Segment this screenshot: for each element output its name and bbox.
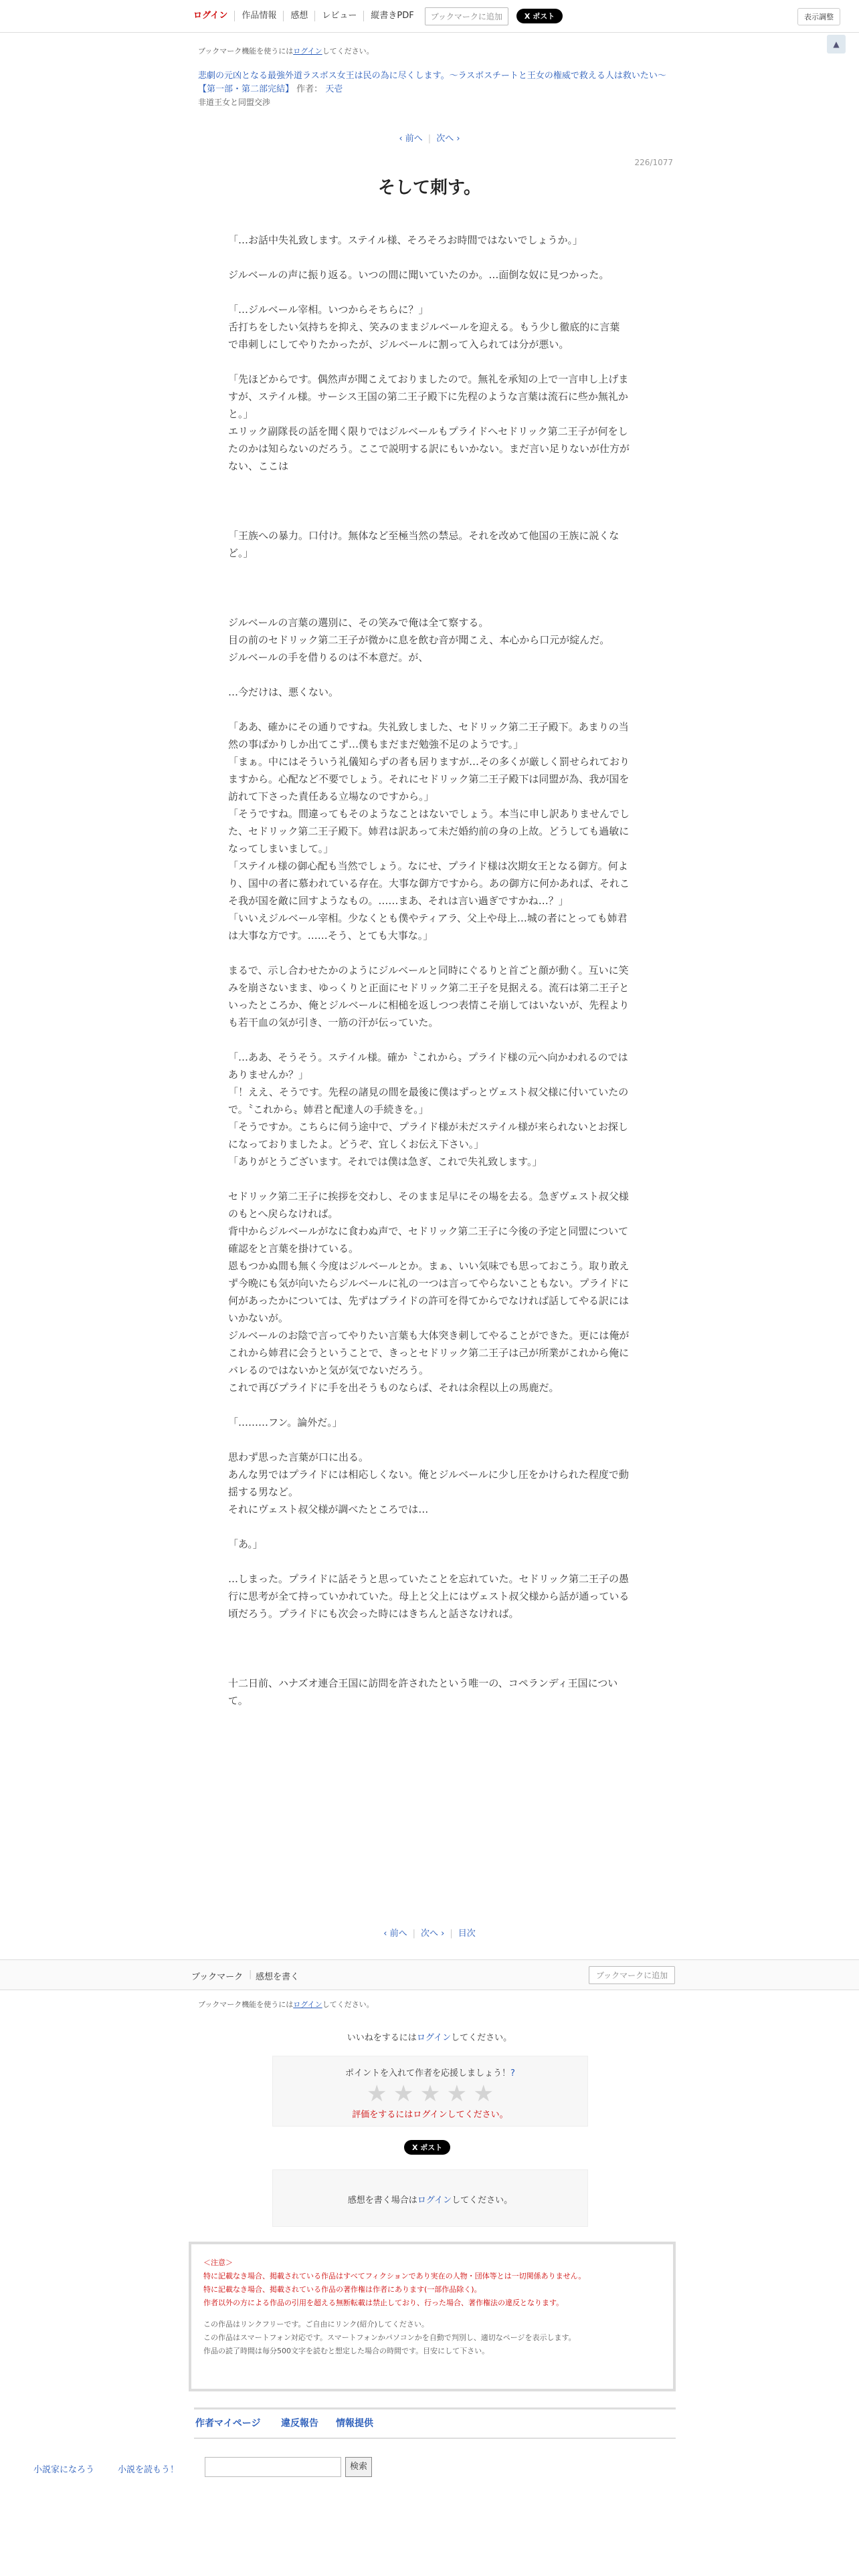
next-link[interactable]: 次へ › <box>436 134 460 144</box>
login-link[interactable]: ログイン <box>413 2110 448 2120</box>
review-login-note: 感想を書く場合はログインしてください。 <box>347 2195 513 2206</box>
login-link[interactable]: ログイン <box>187 11 235 21</box>
body-line: …今だけは、悪くない。 <box>228 686 339 698</box>
body-line: 「あ。」 <box>228 1538 263 1550</box>
notice-title: ＜注意＞ <box>203 2258 233 2267</box>
bottom-nav-bar: ブックマーク | 感想を書く ブックマークに追加 <box>0 1959 859 1990</box>
body-line: 思わず思った言葉が口に出る。 <box>228 1451 369 1463</box>
chapter-subtitle: そして刺す。 <box>378 178 481 198</box>
top-bar <box>0 0 859 33</box>
body-line <box>228 579 630 597</box>
review-box <box>272 2169 588 2227</box>
star-rating <box>367 2080 494 2107</box>
body-line: 舌打ちをしたい気持ちを抑え、笑みのままジルベールを迎える。もう少し徹底的に言葉で串刺しにしてやりたかったが、ジルベールに割って入られては分が悪い。 <box>228 321 620 350</box>
footer-links <box>194 2407 676 2431</box>
author-mypage-link[interactable]: 作者マイページ <box>195 2418 261 2429</box>
notice-box <box>189 2242 676 2391</box>
top-nav <box>187 7 563 25</box>
help-icon[interactable]: ? <box>510 2068 515 2078</box>
next-link[interactable]: 次へ › <box>420 1929 445 1939</box>
body-line <box>228 701 630 718</box>
body-line: 恩もつかぬ間も無く今度はジルベールとか。まぁ、いい気味でも思っておこう。取り敢えず今晩にも気が向いたらジルベールに礼の一つは言ってやらないこともない。プライドに何があったかについては、先ずはプライドの許可を得てからでなければ話してやる訳にはいかないが。 <box>228 1260 630 1324</box>
login-link[interactable]: ログイン <box>416 2033 452 2043</box>
series-header <box>198 70 666 96</box>
body-line: 「！ええ、そうです。先程の諸見の間を最後に僕はずっとヴェスト叔父様に付いていたので。〝これから〟姉君と配達人の手続きを。」 <box>228 1086 629 1115</box>
body-line <box>228 1170 630 1188</box>
body-line: ジルベールの言葉の選別に、その笑みで俺は全て察する。 <box>228 617 489 629</box>
body-line: 「そうですね。間違ってもそのようなことはないでしょう。本当に申し訳ありませんでした、セドリック第二王子殿下。姉君は訳あって未だ婚約前の身の上故。どうしても過敏になってしまいまして。」 <box>228 808 630 855</box>
body-line <box>228 597 630 614</box>
body-line <box>228 492 630 510</box>
body-line <box>228 353 630 370</box>
body-line <box>228 475 630 492</box>
body-line: これで再びプライドに手を出そうものならば、それは余程以上の馬鹿だ。 <box>228 1382 559 1394</box>
info-provide-link[interactable]: 情報提供 <box>336 2418 373 2429</box>
bookmark-login-note: ブックマーク機能を使うにはログインしてください。 <box>198 2000 374 2009</box>
prev-link[interactable]: ‹ 前へ <box>383 1929 407 1939</box>
search-input[interactable] <box>205 2457 341 2477</box>
scroll-top-icon[interactable]: ▲ <box>827 35 846 53</box>
body-line: エリック副隊長の話を聞く限りではジルベールもプライドへセドリック第二王子が何をしたのかは知らないのだろう。ここで説明する訳にもいかない。まだ言い足りないが仕方がない、ここは <box>228 425 630 472</box>
body-line <box>228 1031 630 1049</box>
body-line <box>228 944 630 962</box>
body-line: 「ありがとうございます。それでは僕は急ぎ、これで失礼致します。」 <box>228 1156 543 1168</box>
yomou-link[interactable]: 小説を読もう！ <box>118 2465 179 2475</box>
rating-login-note: 評価をするにはログインしてください。 <box>352 2110 508 2120</box>
notice-line: 作品の読了時間は毎分500文字を読むと想定した場合の時間です。目安にして下さい。 <box>203 2347 490 2355</box>
display-settings-button[interactable]: 表示調整 <box>797 8 840 25</box>
body-line <box>228 284 630 301</box>
notice-line: 特に記載なき場合、掲載されている作品はすべてフィクションであり実在の人物・団体等とは一切関係ありません。 <box>203 2272 586 2280</box>
body-line: 「…お話中失礼致します。ステイル様、そろそろお時間ではないでしょうか。」 <box>228 234 583 246</box>
body-line: ジルベールのお陰で言ってやりたい言葉も大体突き刺してやることができた。更には俺がこれから姉君に会うということで、きっとセドリック第二王子は己が所業がこれから俺にバレるのではないかと気が気でないだろう。 <box>228 1329 630 1376</box>
author-link[interactable]: 天壱 <box>325 84 343 94</box>
star-icon[interactable]: ★ <box>419 2080 441 2107</box>
body-line <box>228 510 630 527</box>
bookmark-login-note: ブックマーク機能を使うにはログインしてください。 <box>198 47 374 56</box>
body-line <box>228 1396 630 1414</box>
review-link[interactable]: レビュー <box>315 11 364 21</box>
star-icon[interactable]: ★ <box>473 2080 494 2107</box>
body-line: 「………フン。論外だ。」 <box>228 1416 343 1428</box>
body-line <box>228 1518 630 1535</box>
body-line <box>228 1553 630 1570</box>
body-line: 「…ああ、そうそう。ステイル様。確か〝これから〟プライド様の元へ向かわれるのではありませんか？」 <box>228 1051 628 1081</box>
body-line <box>228 1657 630 1675</box>
violation-report-link[interactable]: 違反報告 <box>281 2418 318 2429</box>
add-bookmark-button[interactable]: ブックマークに追加 <box>425 7 508 25</box>
body-line: 「まぁ。中にはそういう礼儀知らずの者も居りますが…その多くが厳しく罰せられておりますから。心配など不要でしょう。それにセドリック第二王子殿下は同盟が為、我が国を訪れて下さった責任ある立場なのですから。」 <box>228 756 630 802</box>
point-title: ポイントを入れて作者を応援しましょう！? <box>345 2068 515 2078</box>
body-line <box>228 666 630 683</box>
body-line <box>228 1431 630 1448</box>
body-line: 「ステイル様の御心配も当然でしょう。なにせ、プライド様は次期女王となる御方。何より、国中の者に慕われている存在。大事な御方ですから。あの御方に何かあれば、それこそ我が国を敵に回すようなもの。……まあ、それは言い過ぎですかね…？」 <box>228 860 630 907</box>
body-line: 十二日前、ハナズオ連合王国に訪問を許されたという唯一の、コペランディ王国について。 <box>228 1677 618 1707</box>
body-line: 「先ほどからです。偶然声が聞こえておりましたので。無礼を承知の上で一言申し上げますが、ステイル様。サーシス王国の第二王子殿下に先程のような言葉は流石に些か無礼かと。」 <box>228 373 629 420</box>
x-post-button[interactable]: X ポスト <box>404 2140 450 2155</box>
notice-line: 特に記載なき場合、掲載されている作品の著作権は作者にあります(一部作品除く)。 <box>203 2285 482 2294</box>
body-line: ジルベールの手を借りるのは不本意だ。が、 <box>228 651 429 663</box>
body-line: 「いいえジルベール宰相。少なくとも僕やティアラ、父上や母上…城の者にとっても姉君は大事な方です。……そう、とても大事な。」 <box>228 912 628 942</box>
chapter-group-title: 非道王女と同盟交渉 <box>198 98 271 107</box>
index-link[interactable]: 目次 <box>458 1929 476 1939</box>
novel-body <box>228 231 630 1709</box>
body-line: あんな男ではプライドには相応しくない。俺とジルベールに少し圧をかけられた程度で動揺する男など。 <box>228 1469 629 1498</box>
body-line <box>228 249 630 266</box>
body-line <box>228 1622 630 1640</box>
pager-top: ‹ 前へ | 次へ › <box>399 134 460 144</box>
body-line <box>228 1640 630 1657</box>
prev-link[interactable]: ‹ 前へ <box>399 134 423 144</box>
body-line: セドリック第二王子に挨拶を交わし、そのまま足早にその場を去る。急ぎヴェスト叔父様のもとへ戻らなければ。 <box>228 1190 629 1220</box>
body-line <box>228 562 630 579</box>
notice-line: この作品はスマートフォン対応です。スマートフォンかパソコンかを自動で判別し、適切なページを表示します。 <box>203 2333 576 2342</box>
narou-link[interactable]: 小説家になろう <box>33 2465 95 2475</box>
notice-line: 作者以外の方による作品の引用を超える無断転載は禁止しており、行った場合、著作権法の違反となります。 <box>203 2298 564 2307</box>
star-icon[interactable]: ★ <box>446 2080 468 2107</box>
add-bookmark-button[interactable]: ブックマークに追加 <box>589 1966 675 1984</box>
body-line: まるで、示し合わせたかのようにジルベールと同時にぐるりと首ごと顔が動く。互いに笑みを崩さないまま、ゆっくりと正面にセドリック第二王子を見据える。流石は第二王子といったところか、俺とジルベールに相槌を返しつつ表情こそ崩してはいないが、先程よりも若干血の気が引き、一筋の汗が伝っていた。 <box>228 964 630 1029</box>
body-line: それにヴェスト叔父様が調べたところでは… <box>228 1503 429 1515</box>
bookmark-link[interactable]: ブックマーク <box>191 1972 244 1982</box>
body-line: 「ああ、確かにその通りですね。失礼致しました、セドリック第二王子殿下。あまりの当然の事ばかりしか出てこず…僕もまだまだ勉強不足のようです。」 <box>228 721 629 750</box>
pager-bottom: ‹ 前へ | 次へ › | 目次 <box>383 1929 476 1939</box>
point-rating-box <box>272 2056 588 2127</box>
body-line: 目の前のセドリック第二王子が微かに息を飲む音が聞こえ、本心から口元が綻んだ。 <box>228 634 610 646</box>
x-post-button[interactable]: X ポスト <box>516 9 563 23</box>
body-line: 「そうですか。こちらに伺う途中で、プライド様が未だステイル様が来られないとお探しになっておりましたよ。どうぞ、宜しくお伝え下さい。」 <box>228 1121 628 1150</box>
login-link[interactable]: ログイン <box>417 2195 452 2206</box>
work-info-link[interactable]: 作品情報 <box>235 11 284 21</box>
site-footer <box>0 2453 859 2493</box>
author-label: 作者： <box>296 84 323 94</box>
login-link[interactable]: ログイン <box>293 47 322 56</box>
body-line: …しまった。プライドに話そうと思っていたことを忘れていた。セドリック第二王子の愚行に思考が全て持っていかれていた。母上と父上にはヴェスト叔父様から話が通っている頃だろう。プライドにも次会った時にはきちんと話さなければ。 <box>228 1573 630 1620</box>
like-login-note: いいねをするにはログインしてください。 <box>347 2033 512 2043</box>
star-icon[interactable]: ★ <box>393 2080 414 2107</box>
body-line: 「…ジルベール宰相。いつからそちらに？」 <box>228 304 429 316</box>
write-review-link[interactable]: 感想を書く <box>256 1972 300 1982</box>
page-number: 226/1077 <box>634 158 673 167</box>
star-icon[interactable]: ★ <box>367 2080 387 2107</box>
notice-line: この作品はリンクフリーです。ご自由にリンク(紹介)してください。 <box>203 2320 429 2329</box>
impression-link[interactable]: 感想 <box>284 11 315 21</box>
search-button[interactable]: 検索 <box>345 2457 372 2477</box>
series-title-link[interactable]: 悲劇の元凶となる最強外道ラスボス女王は民の為に尽くします。〜ラスボスチートと王女の権威で救える人は救いたい〜【第一部・第二部完結】 <box>198 71 666 94</box>
body-line: 「王族への暴力。口付け。無体など至極当然の禁忌。それを改めて他国の王族に説くなど。」 <box>228 530 619 559</box>
vertical-pdf-link[interactable]: 縦書きPDF <box>371 11 414 21</box>
login-link[interactable]: ログイン <box>293 2000 322 2009</box>
body-line: ジルベールの声に振り返る。いつの間に聞いていたのか。…面倒な奴に見つかった。 <box>228 269 609 281</box>
body-line: 背中からジルベールがなに食わぬ声で、セドリック第二王子に今後の予定と同盟について確認をと言葉を掛けている。 <box>228 1225 629 1255</box>
